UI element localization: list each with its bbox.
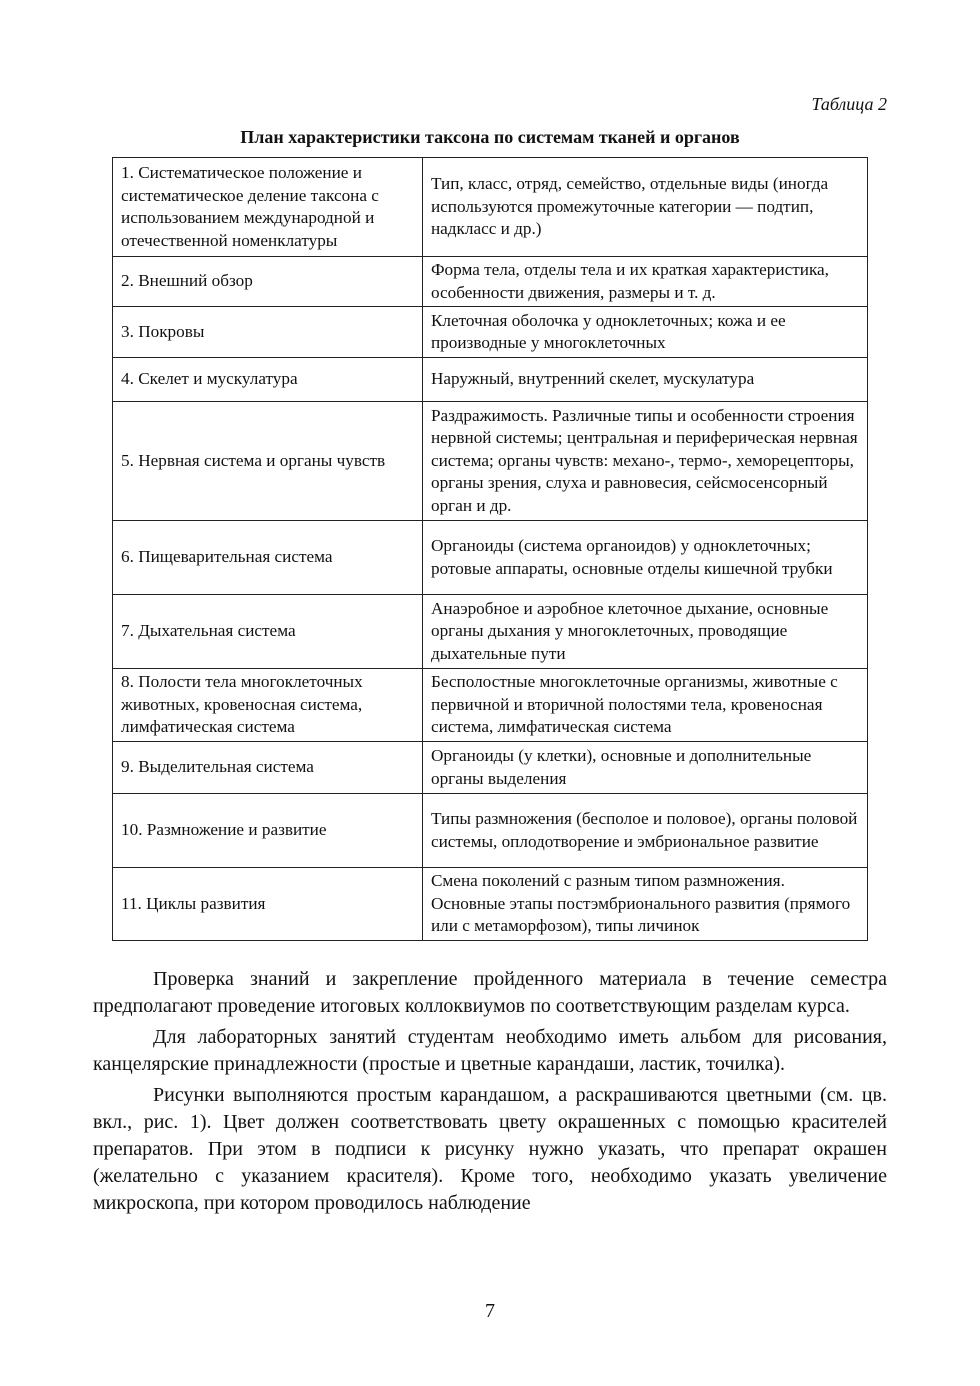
table-row [113,521,868,595]
content-cell: Бесполостные многоклеточные организмы, животные с первичной и вторичной полостями тела, кровеносная система, лимфатическая система [422,669,867,742]
content-cell: Смена поколений с разным типом размножения. Основные этапы постэмбрионального развития (прямого или с метаморфозом), типы личинок [422,868,867,941]
table-row [113,595,868,669]
table-row [113,868,868,941]
page-number: 7 [485,1300,495,1322]
content-cell: Форма тела, отделы тела и их краткая характеристика, особенности движения, размеры и т. д. [422,257,867,307]
paragraph: Для лабораторных занятий студентам необходимо иметь альбом для рисования, канцелярские принадлежности (простые и цветные карандаши, ластик, точилка). [93,1026,887,1075]
paragraph: Рисунки выполняются простым карандашом, а раскрашиваются цветными (см. цв. вкл., рис. 1). Цвет должен соответствовать цвету окрашенных с помощью красителей препаратов. При этом в подписи к рисунку нужно указать, что препарат окрашен (желательно с указанием красителя). Кроме того, необходимо указать увеличение микроскопа, при котором проводилось наблюдение [93,1084,887,1214]
section-cell: 8. Полости тела многоклеточных животных, кровеносная система, лимфатическая система [113,669,423,742]
table-row [113,358,868,402]
table-title: План характеристики таксона по системам тканей и органов [240,127,740,147]
table-label: Таблица 2 [811,94,887,114]
table-row [113,402,868,521]
content-cell: Раздражимость. Различные типы и особенности строения нервной системы; центральная и периферическая нервная система; органы чувств: механо-, термо-, хеморецепторы, органы зрения, слуха и равновесия, сейсмосенсорный орган и др. [422,402,867,521]
section-cell: 2. Внешний обзор [113,257,423,307]
content-cell: Анаэробное и аэробное клеточное дыхание, основные органы дыхания у многоклеточных, проводящие дыхательные пути [422,595,867,669]
table-row [113,742,868,794]
section-cell: 1. Систематическое положение и систематическое деление таксона с использованием международной и отечественной номенклатуры [113,158,423,257]
content-cell: Органоиды (у клетки), основные и дополнительные органы выделения [422,742,867,794]
content-cell: Органоиды (система органоидов) у одноклеточных; ротовые аппараты, основные отделы кишечной трубки [422,521,867,595]
table-row [113,158,868,257]
content-cell: Типы размножения (бесполое и половое), органы половой системы, оплодотворение и эмбриональное развитие [422,794,867,868]
content-cell: Тип, класс, отряд, семейство, отдельные виды (иногда используются промежуточные категории — подтип, надкласс и др.) [422,158,867,257]
body-text [93,966,887,1221]
table-row [113,669,868,742]
table-row [113,794,868,868]
section-cell: 5. Нервная система и органы чувств [113,402,423,521]
section-cell: 3. Покровы [113,307,423,358]
section-cell: 6. Пищеварительная система [113,521,423,595]
section-cell: 7. Дыхательная система [113,595,423,669]
content-cell: Клеточная оболочка у одноклеточных; кожа и ее производные у многоклеточных [422,307,867,358]
content-cell: Наружный, внутренний скелет, мускулатура [422,358,867,402]
section-cell: 4. Скелет и мускулатура [113,358,423,402]
table-row [113,257,868,307]
section-cell: 11. Циклы развития [113,868,423,941]
paragraph: Проверка знаний и закрепление пройденного материала в течение семестра предполагают проведение итоговых коллоквиумов по соответствующим разделам курса. [93,968,887,1017]
section-cell: 9. Выделительная система [113,742,423,794]
table-row [113,307,868,358]
section-cell: 10. Размножение и развитие [113,794,423,868]
taxon-plan-table [112,157,868,941]
